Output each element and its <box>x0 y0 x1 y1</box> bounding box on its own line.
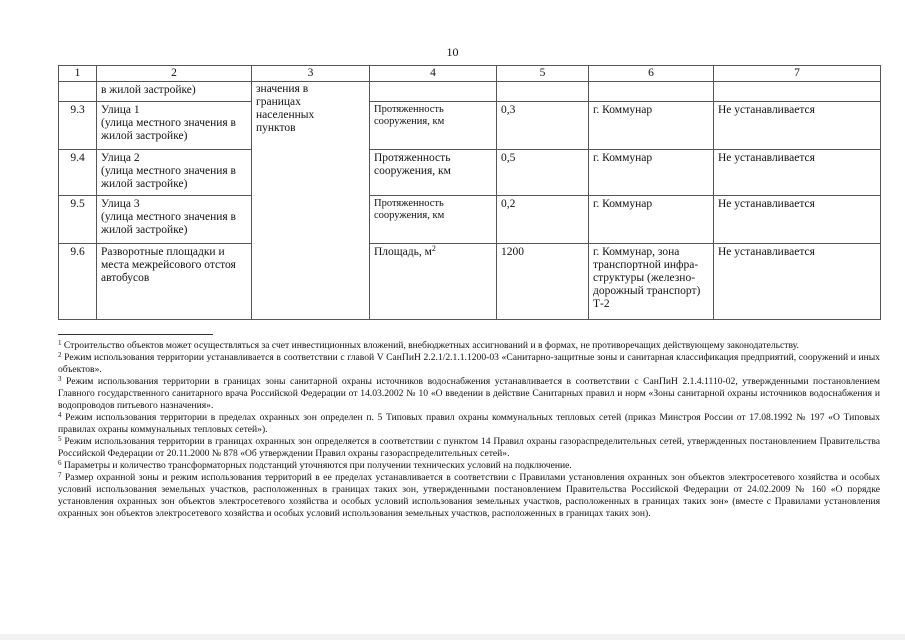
cell-value: 1200 <box>497 244 589 320</box>
cell-location <box>589 82 714 102</box>
cell-name: в жилой застройке) <box>97 82 252 102</box>
table-row-continuation <box>59 82 881 102</box>
table-row <box>59 102 881 150</box>
header-cell: 7 <box>714 66 881 82</box>
name-line2: (улица местного значения в жилой застройке) <box>101 117 236 142</box>
cell-name: Разворотные площадки и места межрейсового отстоя автобусов <box>97 244 252 320</box>
footnote-mark: 5 <box>58 435 62 443</box>
footnote <box>58 412 880 436</box>
footnote <box>58 352 880 376</box>
name-line1: Улица 1 <box>101 104 140 116</box>
cell-metric: Протяженность сооружения, км <box>370 196 497 244</box>
header-cell: 4 <box>370 66 497 82</box>
cell-metric: Протяженность сооружения, км <box>370 150 497 196</box>
footnote-mark: 3 <box>58 375 62 383</box>
cell-zone: Не устанавливается <box>714 150 881 196</box>
footnote-mark: 1 <box>58 339 62 347</box>
header-cell: 5 <box>497 66 589 82</box>
table-row <box>59 150 881 196</box>
name-line1: Улица 3 <box>101 198 140 210</box>
cell-location: г. Коммунар, зона транспортной инфра-структуры (железно-дорожный транспорт) Т-2 <box>589 244 714 320</box>
cell-zone: Не устанавливается <box>714 102 881 150</box>
footnotes <box>58 340 880 520</box>
footnote-text: Режим использования территории в границах зоны санитарной охраны источников водоснабжения устанавливается в соответствии с СанПиН 2.1.4.1110-02, утвержденными постановлением Главного государственного санитарного врача Российской Федерации от 14.03.2002 № 10 «О введении в действие Санитарных правил и норм «Зоны санитарной охраны источников водоснабжения и водопроводов питьевого назначения». <box>58 376 880 411</box>
footnote-text: Размер охранной зоны и режим использования территорий в ее пределах устанавливается в соответствии с Правилами установления охранных зон объектов электросетевого хозяйства и особых условий использования земельных участков, расположенных в границах таких зон, утвержденными постановлением Правительства Российской Федерации от 24.02.2009 № 160 «О порядке установления охранных зон объектов электросетевого хозяйства и особых условий использования земельных участков, расположенных в границах таких зон» (вместе с Правилами установления охранных зон объектов электросетевого хозяйства и особых условий использования земельных участков, расположенных в границах таких зон). <box>58 472 880 519</box>
cell-value: 0,3 <box>497 102 589 150</box>
footnote-separator <box>58 334 213 335</box>
footnote <box>58 472 880 520</box>
footnote <box>58 340 880 352</box>
table-row <box>59 244 881 320</box>
cell-location: г. Коммунар <box>589 102 714 150</box>
cell-name <box>97 102 252 150</box>
cell-value <box>497 82 589 102</box>
table-row <box>59 196 881 244</box>
footnote-mark: 6 <box>58 459 62 467</box>
footnote-text: Режим использования территории в границах охранных зон определяется в соответствии с пунктом 14 Правил охраны газораспределительных сетей, утвержденных постановлением Правительства Российской Федерации от 20.11.2000 № 878 «Об утверждении Правил охраны газораспределительных сетей». <box>58 436 880 459</box>
header-row <box>59 66 881 82</box>
name-line1: Улица 2 <box>101 152 140 164</box>
cell-num: 9.5 <box>59 196 97 244</box>
cell-num: 9.3 <box>59 102 97 150</box>
footnote-text: Режим использования территории устанавливается в соответствии с главой V СанПиН 2.2.1/2.1.1.1200-03 «Санитарно-защитные зоны и санитарная классификация предприятий, сооружений и иных объектов». <box>58 352 880 375</box>
cell-metric <box>370 244 497 320</box>
header-cell: 1 <box>59 66 97 82</box>
metric-text: Площадь, м <box>374 246 432 258</box>
cell-name <box>97 150 252 196</box>
cell-name <box>97 196 252 244</box>
cell-col3-merged <box>252 82 370 320</box>
page-bottom-edge <box>0 634 905 640</box>
footnote-text: Режим использования территории в пределах охранных зон определен п. 5 Типовых правил охраны коммунальных тепловых сетей (приказ Минстроя России от 17.08.1992 № 197 «О Типовых правилах охраны коммунальных тепловых сетей»). <box>58 412 880 435</box>
cell-zone <box>714 82 881 102</box>
cell-num: 9.4 <box>59 150 97 196</box>
header-cell: 3 <box>252 66 370 82</box>
cell-zone: Не устанавливается <box>714 196 881 244</box>
footnote-mark: 2 <box>58 351 62 359</box>
name-line2: (улица местного значения в жилой застройке) <box>101 211 236 236</box>
footnote <box>58 436 880 460</box>
footnote-text: Параметры и количество трансформаторных подстанций уточняются при получении технических условий на подключение. <box>63 460 572 471</box>
cell-metric <box>370 82 497 102</box>
header-cell: 2 <box>97 66 252 82</box>
metric-sup: 2 <box>431 244 436 253</box>
page-number: 10 <box>446 45 459 59</box>
cell-location: г. Коммунар <box>589 196 714 244</box>
cell-location: г. Коммунар <box>589 150 714 196</box>
cell-num: 9.6 <box>59 244 97 320</box>
cell-metric: Протяженность сооружения, км <box>370 102 497 150</box>
footnote-mark: 7 <box>58 471 62 479</box>
footnote-text: Строительство объектов может осуществляться за счет инвестиционных вложений, внебюджетных ассигнований и в формах, не противоречащих действующему законодательству. <box>63 340 799 351</box>
cell-zone: Не устанавливается <box>714 244 881 320</box>
footnote <box>58 376 880 412</box>
cell-num <box>59 82 97 102</box>
header-cell: 6 <box>589 66 714 82</box>
name-line2: (улица местного значения в жилой застройке) <box>101 165 236 190</box>
infrastructure-table <box>58 65 881 320</box>
footnote <box>58 460 880 472</box>
cell-value: 0,5 <box>497 150 589 196</box>
footnote-mark: 4 <box>58 411 62 419</box>
col3-text: значения в границах населенных пунктов <box>256 83 315 134</box>
cell-value: 0,2 <box>497 196 589 244</box>
